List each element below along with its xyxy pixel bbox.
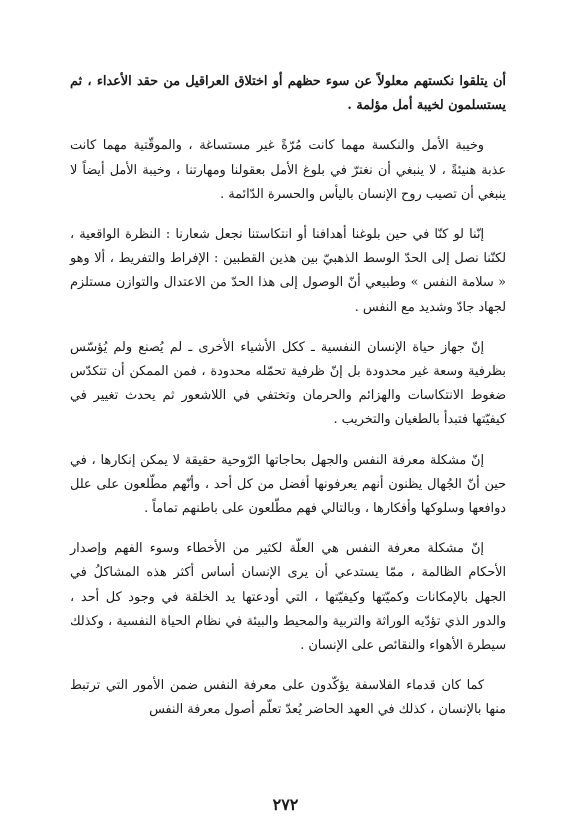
page-body [70, 70, 506, 739]
paragraph-6: إنّ مشكلة معرفة النفس هي العلّة لكثير من الأخطاء وسوء الفهم وإصدار الأحكام الظالمة ، ممّا يستدعي أن يرى الإنسان أساس أكثر هذه المشاكلُ في الجهل بالإمكانات وكميّتها وكيفيّتها ، التي أودعتها يد الخلقة في وجود كل أحد ، والدور الذي تؤدّيه الوراثة والتربية والمحيط والبيئة في نظام الحياة النفسية ، وكذلك سيطرة الأهواء والنقائص على الإنسان . [70, 541, 506, 654]
paragraph-7: كما كان قدماء الفلاسفة يؤكّدون على معرفة النفس ضمن الأمور التي ترتبط منها بالإنسان ، كذلك في العهد الحاضر يُعدّ تعلّم أصول معرفة النفس [70, 678, 506, 718]
paragraph-3: إنّنا لو كنّا في حين بلوغنا أهدافنا أو انتكاستنا نجعل شعارنا : النظرة الواقعية ، لكنّنا نصل إلى الحدّ الوسط الذهبيّ بين هذين القطبين : الإفراط والتفريط ، ألا وهو « سلامة النفس » وطبيعي أنّ الوصول إلى هذا الحدّ من الاعتدال والتوازن مستلزم لجهاد جادّ وشديد مع النفس . [70, 227, 506, 315]
paragraph-2: وخيبة الأمل والنكسة مهما كانت مُرّةً غير مستساغة ، والموقّتية مهما كانت عذبة هنيئةً ، لا ينبغي أن نغترّ في بلوغ الأمل بعقولنا ومهارتنا ، وخيبة الأمل أيضاً لا ينبغي أن تصيب روح الإنسان باليأس والحسرة الدّائمة . [70, 138, 506, 202]
paragraph-1: أن يتلقوا نكستهم معلولاً عن سوء حظهم أو اختلاق العراقيل من حقد الأعداء ، ثم يستسلمون لخيبة أمل مؤلمة . [70, 74, 506, 114]
paragraph-5: إنّ مشكلة معرفة النفس والجهل بحاجاتها الرّوحية حقيقة لا يمكن إنكارها ، في حين أنّ الجُهال يظنون أنهم يعرفونها أفضل من كل أحد ، وأنّهم مطّلعون على علل دوافعها وسلوكها وأفكارها ، وبالتالي فهم مطّلعون على باطنهم تماماً . [70, 452, 506, 517]
paragraph-4: إنّ جهاز حياة الإنسان النفسية ـ ككل الأشياء الأخرى ـ لم يُصنع ولم يُؤسّس بظرفية وسعة غير محدودة بل إنّ ظرفية تحمّله محدودة ، فمن الممكن أن تتكدّس ضغوط الانتكاسات والهزائم والحرمان وتختفي في اللاشعور ثم يحدث تغيير في كيفيّتها فتبدأ بالطغيان والتخريب . [70, 339, 506, 428]
page-number: ٢٧٢ [272, 795, 299, 814]
